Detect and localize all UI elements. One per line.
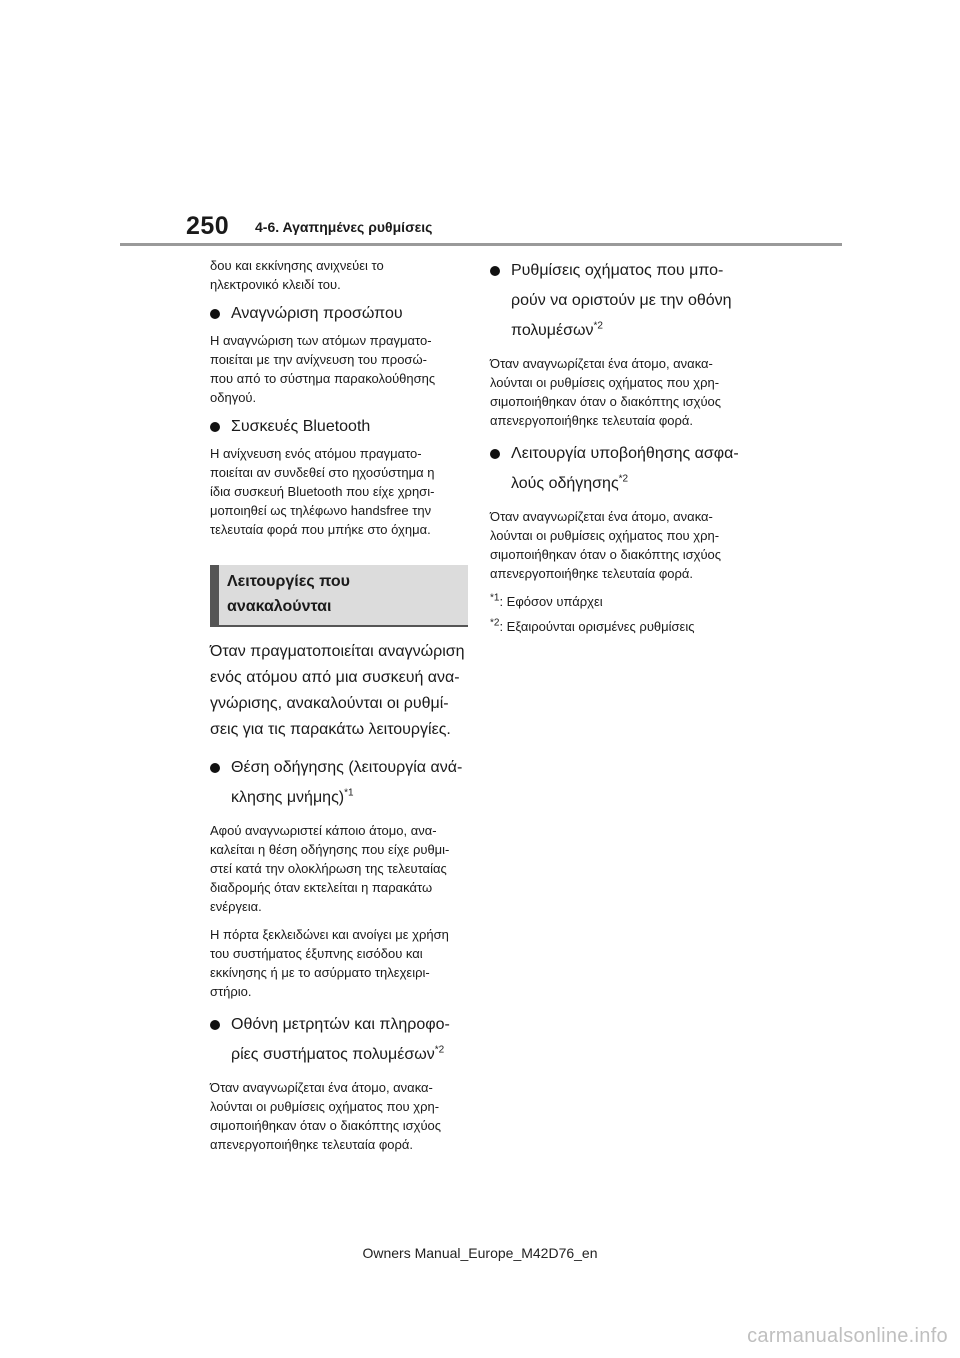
footnote-ref: *2	[593, 320, 603, 332]
footer-manual-id: Owners Manual_Europe_M42D76_en	[362, 1245, 598, 1261]
paragraph-face-recognition: Η αναγνώριση των ατόμων πραγματο- ποιείται με την ανίχνευση του προσώ- που από το σύστημα παρακολούθησης οδηγού.	[210, 333, 436, 405]
continued-paragraph: δου και εκκίνησης ανιχνεύει το ηλεκτρονικό κλειδί του.	[210, 258, 384, 292]
watermark: carmanualsonline.info	[747, 1325, 948, 1347]
left-column	[210, 256, 468, 1163]
bullet-dot-icon	[210, 309, 220, 319]
bullet-heading-meter-display: Οθόνη μετρητών και πληροφο- ρίες συστήματος πολυμέσων$^{*2}$	[210, 1010, 468, 1070]
paragraph-meter-display: Όταν αναγνωρίζεται ένα άτομο, ανακα- λούνται οι ρυθμίσεις οχήματος που χρη- σιμοποιήθηκαν όταν ο διακόπτης ισχύος απενεργοποιήθηκε τελευταία φορά.	[210, 1080, 442, 1152]
header-rule	[120, 243, 842, 246]
bullet-heading-driving-assist: Λειτουργία υποβοήθησης ασφα- λούς οδήγησης$^{*2}$	[490, 439, 748, 499]
callout-recalled-functions: Λειτουργίες που ανακαλούνται	[210, 565, 468, 627]
bullet-dot-icon	[210, 422, 220, 432]
section-title: 4-6. Αγαπημένες ρυθμίσεις	[255, 219, 433, 235]
bullet-dot-icon	[210, 763, 220, 773]
paragraph-driving-position-2: Η πόρτα ξεκλειδώνει και ανοίγει με χρήση του συστήματος έξυπνης εισόδου και εκκίνησης ή με το ασύρματο τηλεχειρι- στήριο.	[210, 927, 449, 999]
bullet-dot-icon	[210, 1020, 220, 1030]
bullet-heading-face-recognition: Αναγνώριση προσώπου	[210, 303, 468, 325]
intro-paragraph: Όταν πραγματοποιείται αναγνώριση ενός ατόμου από μια συσκευή ανα- γνώρισης, ανακαλούνται οι ρυθμί- σεις για τις παρακάτω λειτουργίες.	[210, 643, 465, 738]
paragraph-driving-position-1: Αφού αναγνωριστεί κάποιο άτομο, ανα- καλείται η θέση οδήγησης που είχε ρυθμι- στεί κατά την ολοκλήρωση της τελευταίας διαδρομής όταν εκτελείται η παρακάτω ενέργεια.	[210, 823, 450, 914]
right-column	[490, 256, 748, 642]
bullet-dot-icon	[490, 449, 500, 459]
footnote-ref: *2	[618, 473, 629, 485]
bullet-heading-driving-position: Θέση οδήγησης (λειτουργία ανά- κλησης μνήμης)$^{*1}$	[210, 753, 468, 813]
paragraph-driving-assist: Όταν αναγνωρίζεται ένα άτομο, ανακα- λούνται οι ρυθμίσεις οχήματος που χρη- σιμοποιήθηκαν όταν ο διακόπτης ισχύος απενεργοποιήθηκε τελευταία φορά.	[490, 509, 722, 581]
footnote-2: $^{*2}$: Εξαιρούνται ορισμένες ρυθμίσεις	[490, 617, 695, 634]
paragraph-vehicle-settings: Όταν αναγνωρίζεται ένα άτομο, ανακα- λούνται οι ρυθμίσεις οχήματος που χρη- σιμοποιήθηκαν όταν ο διακόπτης ισχύος απενεργοποιήθηκε τελευταία φορά.	[490, 356, 722, 428]
paragraph-bluetooth: Η ανίχνευση ενός ατόμου πραγματο- ποιείται αν συνδεθεί στο ηχοσύστημα η ίδια συσκευή Bluetooth που είχε χρησι- μοποιηθεί ως τηλέφωνο handsfree την τελευταία φορά που μπήκε στο όχημα.	[210, 446, 435, 537]
bullet-heading-vehicle-settings: Ρυθμίσεις οχήματος που μπο- ρούν να οριστούν με την οθόνη πολυμέσων$^{*2}$	[490, 256, 748, 346]
bullet-heading-bluetooth: Συσκευές Bluetooth	[210, 416, 468, 438]
footnote-ref: *1	[344, 787, 354, 799]
bullet-dot-icon	[490, 266, 500, 276]
page-number: 250	[186, 212, 230, 240]
footnote-ref: *2	[434, 1044, 445, 1056]
footnote-1: $^{*1}$: Εφόσον υπάρχει	[490, 592, 603, 609]
